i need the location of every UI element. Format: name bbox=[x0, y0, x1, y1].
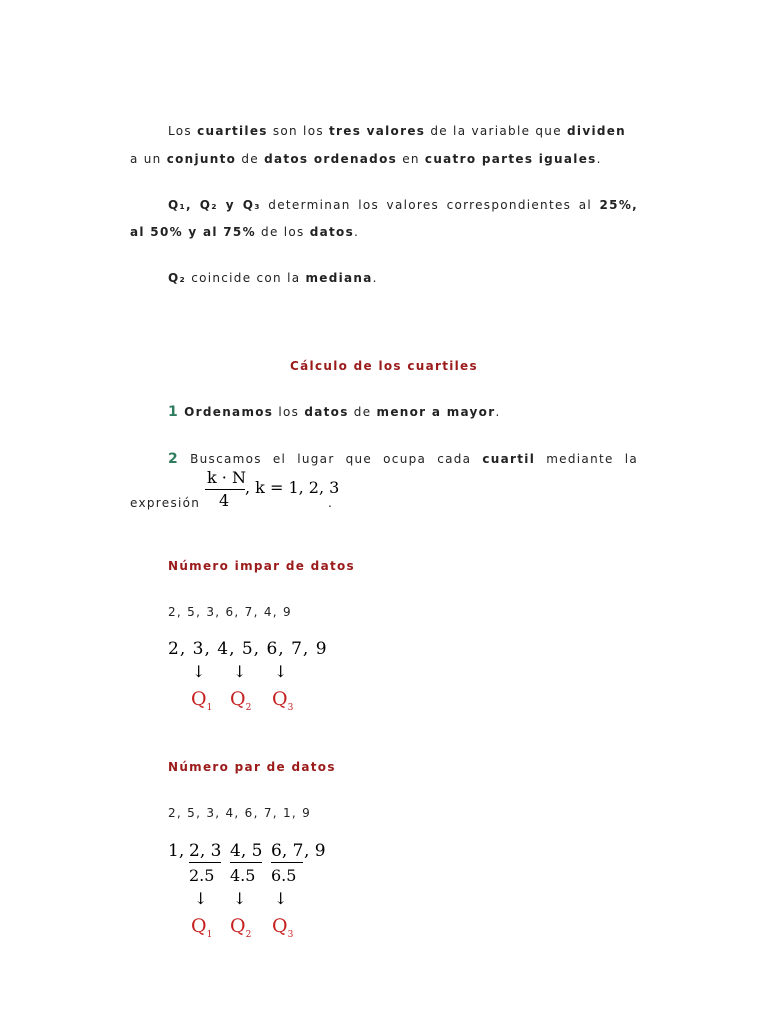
term-datos: datos bbox=[309, 225, 355, 239]
step-2-line-1: 2 Buscamos el lugar que ocupa cada cuartil mediante la bbox=[168, 451, 638, 467]
term-datos-ordenados: datos ordenados bbox=[264, 152, 398, 166]
step-1: 1 Ordenamos los datos de menor a mayor. bbox=[168, 404, 501, 420]
formula-denominator: 4 bbox=[219, 491, 230, 510]
even-arrow-3: ↓ bbox=[274, 889, 288, 908]
odd-arrow-3: ↓ bbox=[274, 662, 288, 681]
even-q3: $Q_3$ bbox=[272, 915, 294, 940]
term-q2: Q₂ bbox=[168, 271, 187, 285]
even-arrow-2: ↓ bbox=[233, 889, 247, 908]
intro-paragraph-1-line-1: Los cuartiles son los tres valores de la variable que dividen bbox=[168, 124, 627, 138]
term-cuatro-partes: cuatro partes iguales bbox=[424, 152, 597, 166]
term-q1-q2-q3: Q₁, Q₂ y Q₃ bbox=[168, 198, 261, 212]
formula-period: . bbox=[328, 496, 334, 510]
term-50-75: al 50% y al 75% bbox=[130, 225, 256, 239]
section-title-calculo: Cálculo de los cuartiles bbox=[290, 359, 478, 373]
even-median-1: 2.5 bbox=[189, 866, 215, 885]
term-tres-valores: tres valores bbox=[329, 124, 426, 138]
even-q1: $Q_1$ bbox=[191, 915, 213, 940]
term-25: 25%, bbox=[599, 198, 638, 212]
even-median-3: 6.5 bbox=[271, 866, 297, 885]
even-heading: Número par de datos bbox=[168, 760, 336, 774]
intro-paragraph-2-line-2: al 50% y al 75% de los datos. bbox=[130, 225, 360, 239]
odd-heading: Número impar de datos bbox=[168, 559, 355, 573]
even-sorted-1: 1, bbox=[168, 841, 185, 861]
even-q2: $Q_2$ bbox=[230, 915, 252, 940]
intro-paragraph-3: Q₂ coincide con la mediana. bbox=[168, 271, 378, 285]
even-median-2: 4.5 bbox=[230, 866, 256, 885]
even-sorted-last: , 9 bbox=[304, 841, 326, 861]
step-2-expression-label: expresión bbox=[130, 496, 201, 510]
odd-arrow-1: ↓ bbox=[192, 662, 206, 681]
formula-numerator: k · N bbox=[207, 468, 246, 487]
odd-sorted-data: 2, 3, 4, 5, 6, 7, 9 bbox=[168, 639, 328, 659]
formula-k-values: , k = 1, 2, 3 bbox=[245, 478, 340, 497]
even-sorted-pair-3: 6, 7 bbox=[271, 841, 304, 861]
odd-arrow-2: ↓ bbox=[233, 662, 247, 681]
formula-fraction-bar bbox=[205, 489, 245, 490]
even-sorted-pair-2: 4, 5 bbox=[230, 841, 263, 861]
term-conjunto: conjunto bbox=[166, 152, 237, 166]
odd-q1: $Q_1$ bbox=[191, 688, 213, 713]
term-cuartiles: cuartiles bbox=[197, 124, 268, 138]
odd-q2: $Q_2$ bbox=[230, 688, 252, 713]
odd-raw-data: 2, 5, 3, 6, 7, 4, 9 bbox=[168, 605, 292, 619]
odd-q3: $Q_3$ bbox=[272, 688, 294, 713]
intro-paragraph-1-line-2: a un conjunto de datos ordenados en cuatro partes iguales. bbox=[130, 152, 602, 166]
term-cuartil: cuartil bbox=[482, 452, 536, 466]
intro-paragraph-2-line-1: Q₁, Q₂ y Q₃ determinan los valores correspondientes al 25%, bbox=[168, 198, 638, 212]
even-sorted-pair-1: 2, 3 bbox=[189, 841, 222, 861]
step-2-number: 2 bbox=[168, 451, 180, 467]
step-1-number: 1 bbox=[168, 404, 180, 420]
term-dividen: dividen bbox=[567, 124, 627, 138]
even-raw-data: 2, 5, 3, 4, 6, 7, 1, 9 bbox=[168, 806, 312, 820]
term-mediana: mediana bbox=[305, 271, 373, 285]
even-arrow-1: ↓ bbox=[194, 889, 208, 908]
